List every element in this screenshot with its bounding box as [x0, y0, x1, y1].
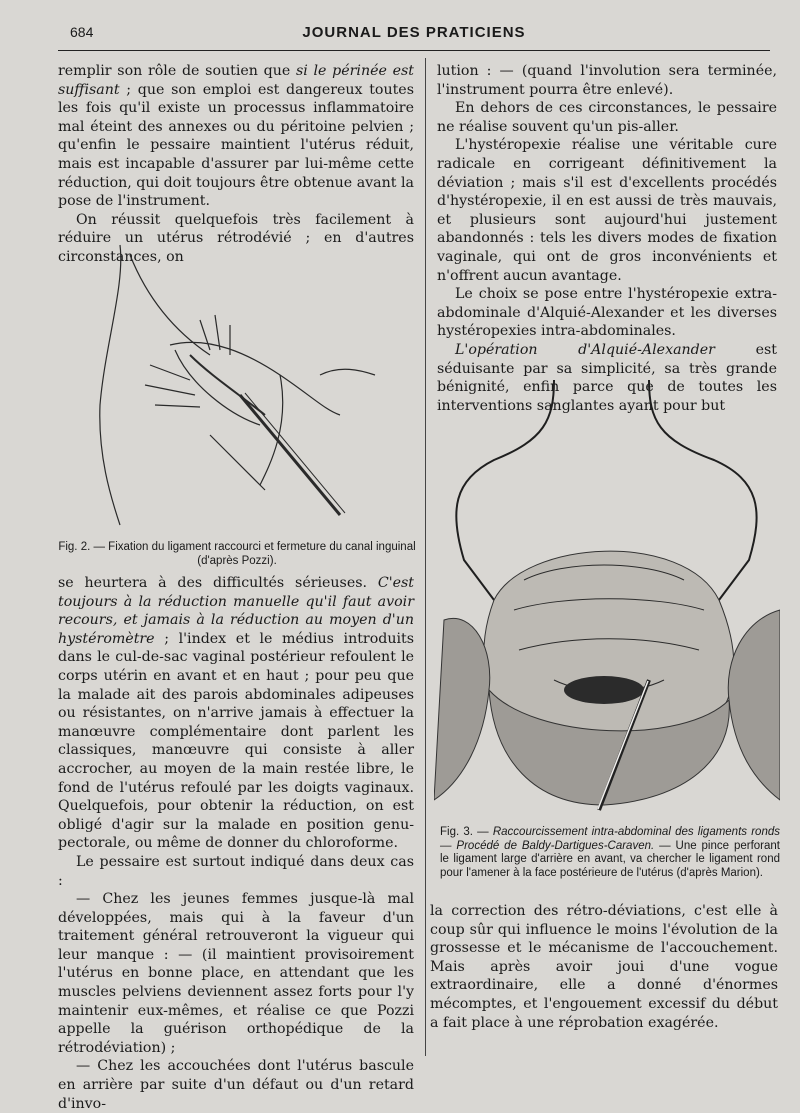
page-header — [58, 22, 770, 46]
figure-3-caption: Fig. 3. — Raccourcissement intra-abdominal des ligaments ronds — Procédé de Baldy-Dartigues-Caraven. — Une pince perforant le ligament large d'arrière en avant, va chercher le ligament rond pour l'amener à la face postérieure de l'utérus (d'après Marion). — [440, 826, 780, 879]
left-column-bottom — [58, 574, 414, 1113]
fig3-cavity — [564, 676, 644, 704]
right-paragraph-1: lution : — (quand l'involution sera terminée, l'instrument pourra être enlevé). — [437, 63, 777, 98]
figure-2-illustration — [90, 225, 390, 535]
fig2-forceps — [240, 395, 340, 515]
figure-2-caption: Fig. 2. — Fixation du ligament raccourci et fermeture du canal inguinal (d'après Pozzi). — [58, 541, 416, 567]
page-number: 684 — [70, 24, 94, 40]
right-column-bottom — [430, 902, 778, 1032]
column-divider — [425, 58, 426, 1056]
right-paragraph-3: L'hystéropexie réalise une véritable cure radicale en corrigeant définitivement la déviation ; mais s'il est d'excellents procédés d'hystéropexie, il en est aussi de très mauvais, et plusieurs sont aujourd'hui justement abandonnés : tels les divers modes de fixation vaginale, qui ont de gros inconvénients et n'offrent aucun avantage. — [437, 137, 777, 284]
fig2-body-contour — [100, 245, 121, 525]
right-paragraph-2: En dehors de ces circonstances, le pessaire ne réalise souvent qu'un pis-aller. — [437, 100, 777, 135]
left-paragraph-2: On réussit quelquefois très facilement à réduire un utérus rétrodévié ; en d'autres circonstances, on — [58, 211, 414, 265]
fig2-incision — [175, 350, 260, 425]
right-paragraph-4: Le choix se pose entre l'hystéropexie extra-abdominale d'Alquié-Alexander et les diverses hystéropexies intra-abdominales. — [437, 286, 777, 340]
journal-title: JOURNAL DES PRATICIENS — [302, 24, 526, 41]
figure-3-illustration — [434, 360, 780, 822]
left-paragraph-4: Le pessaire est surtout indiqué dans deux cas : — [58, 853, 414, 889]
left-paragraph-3: se heurtera à des difficultés sérieuses. C'est toujours à la réduction manuelle qu'il faut avoir recours, et jamais à la réduction au moyen d'un hystéromètre ; l'index et le médius introduits dans le cul-de-sac vaginal postérieur refoulent le corps utérin en avant et en haut ; pour peu que la malade ait des parois abdominales adipeuses ou résistantes, on n'arrive jamais à effectuer la manœuvre complémentaire dont parlent les classiques, manœuvre qui consiste à aller accrocher, au moyen de la main restée libre, le fond de l'utérus refoulé par les doigts vaginaux. Quelquefois, pour obtenir la réduction, on est obligé d'agir sur la malade en position genu-pectorale, ou même de donner du chloroforme. — [58, 575, 414, 852]
right-paragraph-6: la correction des rétro-déviations, c'est elle à coup sûr qui influence le moins l'évolution de la grossesse et le mécanisme de l'accouchement. Mais après avoir joui d'une vogue extraordinaire, elle a donné d'énormes mécomptes, et l'engouement excessif du début a fait place à une réprobation exagérée. — [430, 903, 778, 1031]
right-paragraph-5: L'opération d'Alquié-Alexander est séduisante par sa simplicité, sa très grande bénignité, enfin parce que de toutes les interventions sanglantes ayant pour but — [437, 341, 777, 414]
left-paragraph-6: — Chez les accouchées dont l'utérus bascule en arrière par suite d'un défaut ou d'un retard d'invo- — [58, 1058, 414, 1112]
header-rule — [58, 50, 770, 51]
left-paragraph-5: — Chez les jeunes femmes jusque-là mal développées, mais qui à la faveur d'un traitement général retrouveront la vigueur qui leur manque : — (il maintient provisoirement l'utérus en bonne place, en attendant que les muscles pelviens deviennent assez forts pour l'y maintenir eux-mêmes, et réalise ce que Pozzi appelle la guérison orthopédique de la rétrodéviation) ; — [58, 891, 414, 1056]
left-paragraph-1: remplir son rôle de soutien que si le périnée est suffisant ; que son emploi est dangereux toutes les fois qu'il existe un processus inflammatoire mal éteint des annexes ou du péritoine pelvien ; qu'enfin le pessaire maintient l'utérus réduit, mais est incapable d'assurer par lui-même cette réduction, qui doit toujours être obtenue avant la pose de l'instrument. — [58, 63, 415, 210]
fig3-uterus — [484, 551, 734, 734]
